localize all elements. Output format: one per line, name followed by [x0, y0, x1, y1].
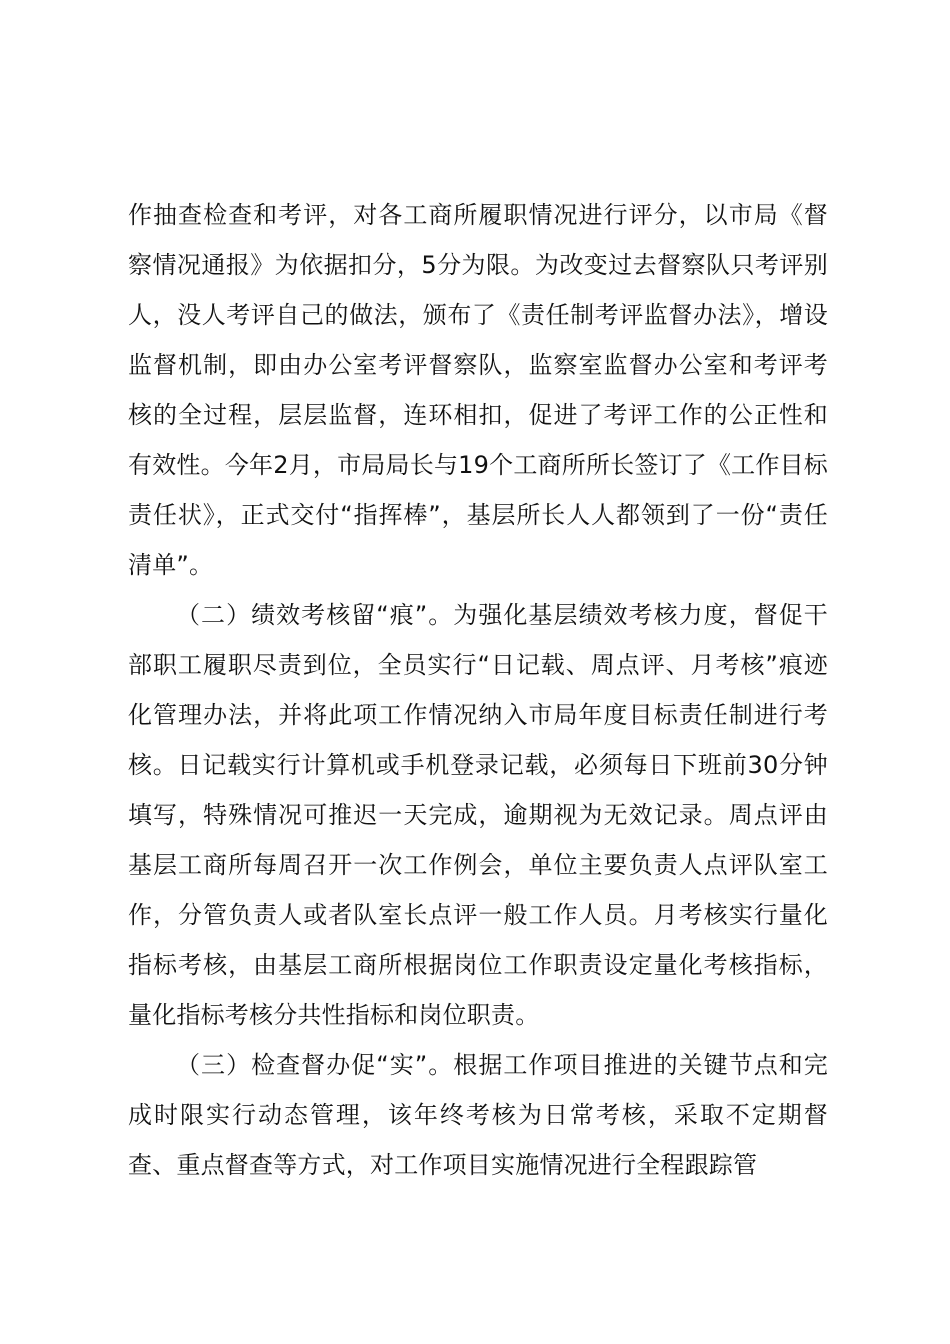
paragraph-continuation: 作抽查检查和考评，对各工商所履职情况进行评分，以市局《督察情况通报》为依据扣分，5分为限。为改变过去督察队只考评别人，没人考评自己的做法，颁布了《责任制考评监督办法》，增设监督机制，即由办公室考评督察队，监察室监督办公室和考评考核的全过程，层层监督，连环相扣，促进了考评工作的公正性和有效性。今年2月，市局局长与19个工商所所长签订了《工作目标责任状》，正式交付“指挥棒”，基层所长人人都领到了一份“责任清单”。 [128, 201, 828, 579]
document-body [128, 190, 828, 1190]
paragraph-inspection-supervision: （三）检查督办促“实”。根据工作项目推进的关键节点和完成时限实行动态管理，该年终考核为日常考核，采取不定期督查、重点督查等方式，对工作项目实施情况进行全程跟踪管 [128, 1051, 828, 1179]
paragraph-performance-assessment: （二）绩效考核留“痕”。为强化基层绩效考核力度，督促干部职工履职尽责到位，全员实行“日记载、周点评、月考核”痕迹化管理办法，并将此项工作情况纳入市局年度目标责任制进行考核。日记载实行计算机或手机登录记载，必须每日下班前30分钟填写，特殊情况可推迟一天完成，逾期视为无效记录。周点评由基层工商所每周召开一次工作例会，单位主要负责人点评队室工作，分管负责人或者队室长点评一般工作人员。月考核实行量化指标考核，由基层工商所根据岗位工作职责设定量化考核指标，量化指标考核分共性指标和岗位职责。 [128, 601, 828, 1029]
